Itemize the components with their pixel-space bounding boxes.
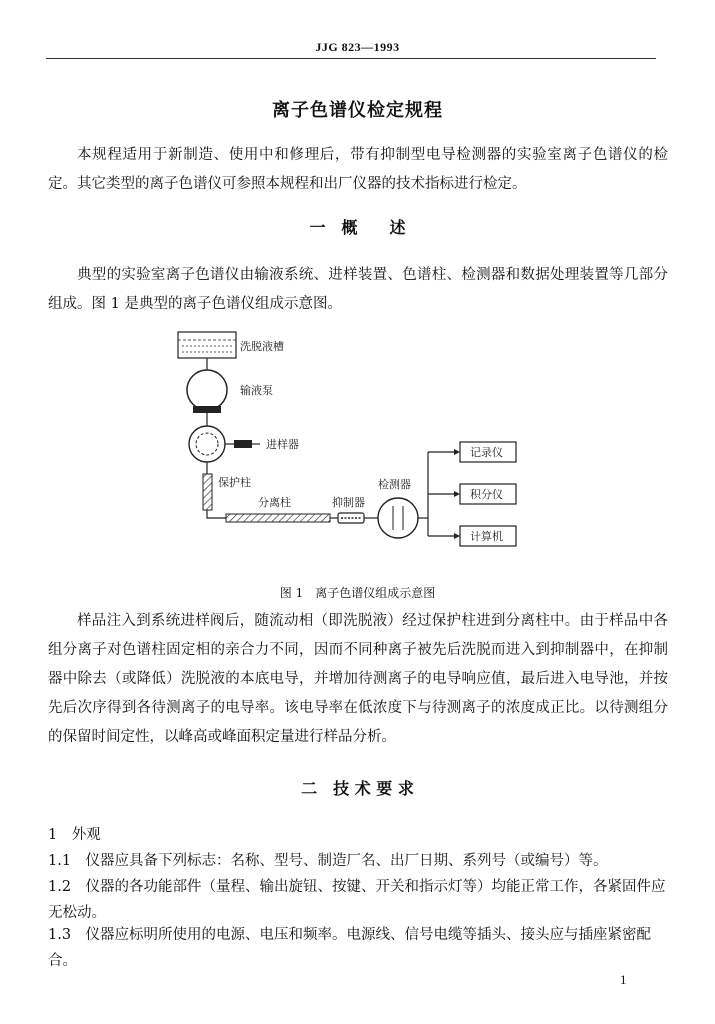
label-detector: 检测器	[378, 478, 411, 491]
header-rule	[46, 58, 656, 59]
label-guard: 保护柱	[218, 476, 251, 489]
detector-cell-icon	[378, 498, 418, 538]
guard-column	[203, 474, 212, 510]
overview-paragraph: 典型的实验室离子色谱仪由输液系统、进样装置、色谱柱、检测器和数据处理装置等几部分组成。图 1 是典型的离子色谱仪组成示意图。	[48, 267, 668, 312]
section-1-title: 一 概 述	[309, 218, 406, 237]
label-pump: 输液泵	[240, 384, 273, 397]
ion-chromatograph-diagram	[160, 322, 560, 567]
page-number: 1	[620, 972, 627, 987]
pump-base	[193, 406, 221, 413]
intro-paragraph: 本规程适用于新制造、使用中和修理后，带有抑制型电导检测器的实验室离子色谱仪的检定。其它类型的离子色谱仪可参照本规程和出厂仪器的技术指标进行检定。	[48, 147, 668, 192]
separator-column	[226, 514, 330, 522]
label-recorder: 记录仪	[470, 446, 503, 459]
label-eluent: 洗脱液槽	[240, 340, 284, 353]
pump-icon	[187, 370, 227, 410]
section-2-title: 二 技 术 要 求	[301, 779, 414, 798]
principle-paragraph: 样品注入到系统进样阀后，随流动相（即洗脱液）经过保护柱进到分离柱中。由于样品中各组分离子对色谱柱固定相的亲合力不同，因而不同种离子被先后洗脱而进入到抑制器中，在抑制器中除去（或降低）洗脱液的本底电导，并增加待测离子的电导响应值，最后进入电导池，并按先后次序得到各待测离子的电导率。该电导率在低浓度下与待测离子的浓度成正比。以待测组分的保留时间定性，以峰高或峰面积定量进行样品分析。	[48, 613, 668, 745]
item-1-3: 1.3 仪器应标明所使用的电源、电压和频率。电源线、信号电缆等插头、接头应与插座紧密配合。	[48, 927, 652, 969]
figure-caption: 图 1 离子色谱仪组成示意图	[279, 586, 436, 600]
injector-valve-icon	[189, 426, 225, 462]
item-1-heading: 1 外观	[48, 827, 101, 843]
label-separator: 分离柱	[258, 496, 291, 509]
eluent-reservoir	[178, 332, 236, 358]
syringe-icon	[234, 440, 252, 448]
label-computer: 计算机	[470, 530, 503, 543]
label-integrator: 积分仪	[470, 488, 503, 501]
item-1-2: 1.2 仪器的各功能部件（量程、输出旋钮、按键、开关和指示灯等）均能正常工作，各紧固件应无松动。	[48, 879, 666, 921]
document-title: 离子色谱仪检定规程	[272, 100, 443, 121]
item-1-1: 1.1 仪器应具备下列标志：名称、型号、制造厂名、出厂日期、系列号（或编号）等。	[48, 853, 608, 869]
document-code: JJG 823—1993	[315, 40, 400, 54]
label-suppressor: 抑制器	[332, 496, 365, 509]
label-injector: 进样器	[266, 438, 299, 451]
